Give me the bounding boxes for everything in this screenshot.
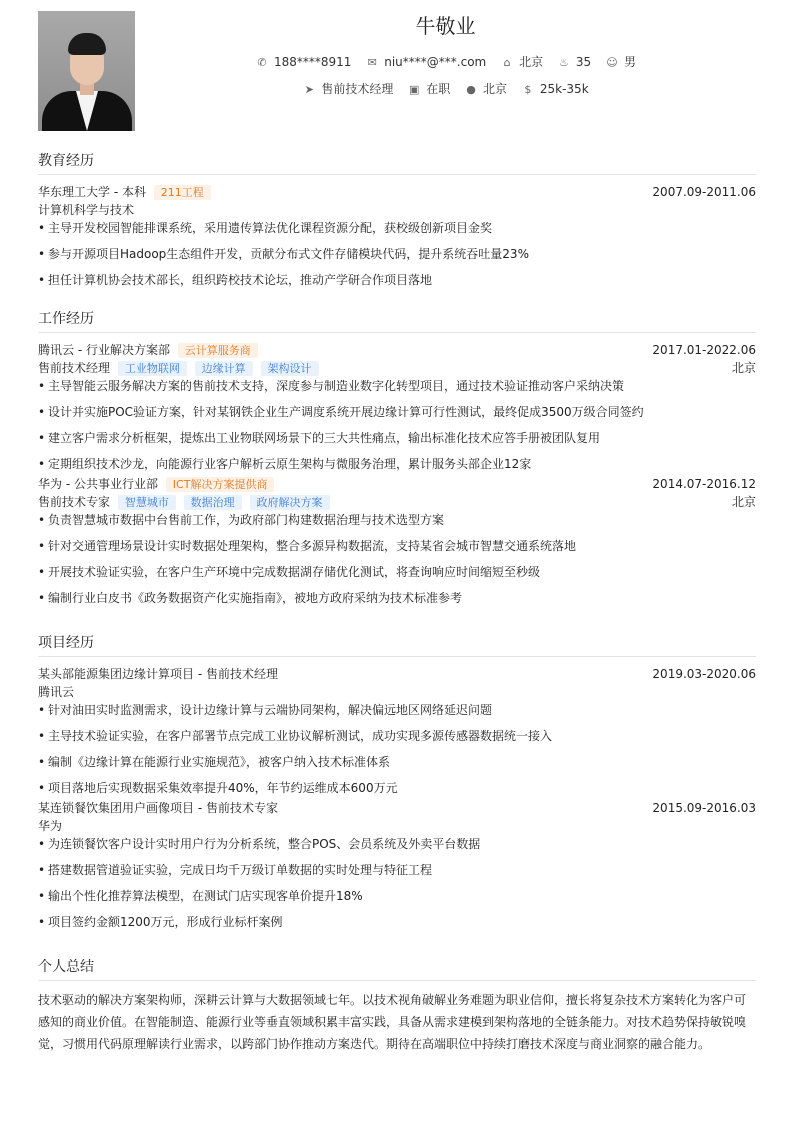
date-range: 2019.03-2020.06	[652, 667, 756, 681]
home-icon: ⌂	[503, 56, 511, 69]
projects-section	[38, 632, 756, 939]
major: 计算机科学与技术	[38, 203, 135, 217]
section-title: 工作经历	[38, 308, 756, 333]
school-name: 华东理工大学 - 本科	[38, 185, 146, 199]
city-item	[464, 80, 507, 97]
skill-tag: 政府解决方案	[250, 495, 330, 510]
skill-tag: 数据治理	[184, 495, 242, 510]
list-item: • 项目落地后实现数据采集效率提升40%，年节约运维成本600万元	[38, 779, 756, 797]
list-item: • 定期组织技术沙龙，向能源行业客户解析云原生架构与微服务治理，累计服务头部企业12家	[38, 455, 756, 473]
project-org: 腾讯云	[38, 685, 75, 699]
education-entry	[38, 183, 756, 297]
list-item: • 为连锁餐饮客户设计实时用户行为分析系统，整合POS、会员系统及外卖平台数据	[38, 835, 756, 861]
status-item	[407, 80, 450, 97]
job-city: 北京	[731, 495, 756, 509]
company-name: 华为 - 公共事业行业部	[38, 477, 158, 491]
list-item: • 针对油田实时监测需求，设计边缘计算与云端协同架构，解决偏远地区网络延迟问题	[38, 701, 756, 727]
list-item: • 编制行业白皮书《政务数据资产化实施指南》，被地方政府采纳为技术标准参考	[38, 589, 756, 615]
briefcase-icon: ▣	[408, 83, 420, 96]
phone-icon: ✆	[257, 56, 267, 69]
gender-value: 男	[624, 55, 637, 69]
home-item	[500, 53, 543, 70]
job-role: 售前技术经理	[38, 361, 111, 375]
list-item: • 建立客户需求分析框架，提炼出工业物联网场景下的三大共性痛点，输出标准化技术应答手册被团队复用	[38, 429, 756, 455]
age-value: 35	[575, 55, 592, 69]
work-entry	[38, 341, 756, 473]
summary-section	[38, 956, 756, 1055]
list-item: • 输出个性化推荐算法模型，在测试门店实现客单价提升18%	[38, 887, 756, 913]
list-item: • 担任计算机协会技术部长，组织跨校技术论坛，推动产学研合作项目落地	[38, 271, 756, 297]
work-entry	[38, 475, 756, 615]
list-item: • 针对交通管理场景设计实时数据处理架构，整合多源异构数据流，支持某省会城市智慧交通系统落地	[38, 537, 756, 563]
bullet-list	[38, 701, 756, 797]
phone-item	[255, 55, 351, 69]
list-item: • 主导技术验证实验，在客户部署节点完成工业协议解析测试，成功实现多源传感器数据统一接入	[38, 727, 756, 753]
project-name: 某连锁餐饮集团用户画像项目 - 售前技术专家	[38, 801, 278, 815]
skill-tag: 边缘计算	[195, 361, 253, 376]
cake-icon: ♨	[558, 56, 569, 69]
project-entry	[38, 799, 756, 939]
date-range: 2015.09-2016.03	[652, 801, 756, 815]
mail-icon: ✉	[367, 56, 377, 69]
bullet-list	[38, 219, 756, 297]
email-item	[365, 55, 486, 69]
work-section	[38, 308, 756, 615]
contact-row	[135, 53, 756, 70]
skill-tag: 工业物联网	[118, 361, 187, 376]
project-entry	[38, 665, 756, 797]
gender-item	[605, 53, 636, 70]
list-item: • 主导智能云服务解决方案的售前技术支持，深度参与制造业数字化转型项目，通过技术验证推动客户采纳决策	[38, 377, 756, 403]
list-item: • 设计并实施POC验证方案，针对某钢铁企业生产调度系统开展边缘计算可行性测试，最终促成3500万级合同签约	[38, 403, 756, 429]
email-value: niu****@***.com	[384, 55, 487, 69]
list-item: • 参与开源项目Hadoop生态组件开发，贡献分布式文件存储模块代码，提升系统吞吐量23%	[38, 245, 756, 271]
skill-tag: 架构设计	[261, 361, 319, 376]
list-item: • 搭建数据管道验证实验，完成日均千万级订单数据的实时处理与特征工程	[38, 861, 756, 887]
date-range: 2017.01-2022.06	[652, 343, 756, 357]
section-title: 个人总结	[38, 956, 756, 981]
role-value: 售前技术经理	[321, 82, 394, 96]
salary-item	[521, 82, 589, 96]
money-icon: $	[524, 83, 532, 96]
phone-value: 188****8911	[273, 55, 352, 69]
section-title: 教育经历	[38, 150, 756, 175]
gender-icon: ☺	[606, 56, 618, 69]
intent-row	[135, 80, 756, 97]
home-value: 北京	[519, 55, 544, 69]
bullet-list	[38, 377, 756, 473]
date-range: 2007.09-2011.06	[652, 185, 756, 199]
role-item	[302, 80, 393, 97]
section-title: 项目经历	[38, 632, 756, 657]
company-tag: ICT解决方案提供商	[166, 477, 275, 492]
list-item: • 编制《边缘计算在能源行业实施规范》，被客户纳入技术标准体系	[38, 753, 756, 779]
education-section	[38, 150, 756, 297]
list-item: • 开展技术验证实验，在客户生产环境中完成数据湖存储优化测试，将查询响应时间缩短至秒级	[38, 563, 756, 589]
school-tag: 211工程	[154, 185, 211, 200]
project-name: 某头部能源集团边缘计算项目 - 售前技术经理	[38, 667, 278, 681]
project-org: 华为	[38, 819, 63, 833]
date-range: 2014.07-2016.12	[652, 477, 756, 491]
bullet-list	[38, 511, 756, 615]
list-item: • 负责智慧城市数据中台售前工作，为政府部门构建数据治理与技术选型方案	[38, 511, 756, 537]
skill-tag: 智慧城市	[118, 495, 176, 510]
age-item	[557, 55, 591, 69]
list-item: • 主导开发校园智能排课系统，采用遗传算法优化课程资源分配，获校级创新项目金奖	[38, 219, 756, 245]
bullet-list	[38, 835, 756, 939]
company-name: 腾讯云 - 行业解决方案部	[38, 343, 170, 357]
candidate-name: 牛敬业	[415, 14, 476, 38]
job-city: 北京	[731, 361, 756, 375]
job-role: 售前技术专家	[38, 495, 111, 509]
city-value: 北京	[483, 82, 508, 96]
profile-photo	[38, 11, 135, 131]
send-icon: ➤	[304, 83, 314, 96]
location-pin-icon: ●	[466, 83, 476, 96]
summary-text: 技术驱动的解决方案架构师，深耕云计算与大数据领域七年。以技术视角破解业务难题为职业信仰，擅长将复杂技术方案转化为客户可感知的商业价值。在智能制造、能源行业等垂直领域积累丰富实践，具备从需求建模到架构落地的全链条能力。对技术趋势保持敏锐嗅觉，习惯用代码原理解读行业需求，以跨部门协作推动方案迭代。期待在高端职位中持续打磨技术深度与商业洞察的融合能力。	[38, 993, 747, 1051]
list-item: • 项目签约金额1200万元，形成行业标杆案例	[38, 913, 756, 939]
salary-value: 25k-35k	[539, 82, 589, 96]
status-value: 在职	[426, 82, 451, 96]
company-tag: 云计算服务商	[178, 343, 258, 358]
